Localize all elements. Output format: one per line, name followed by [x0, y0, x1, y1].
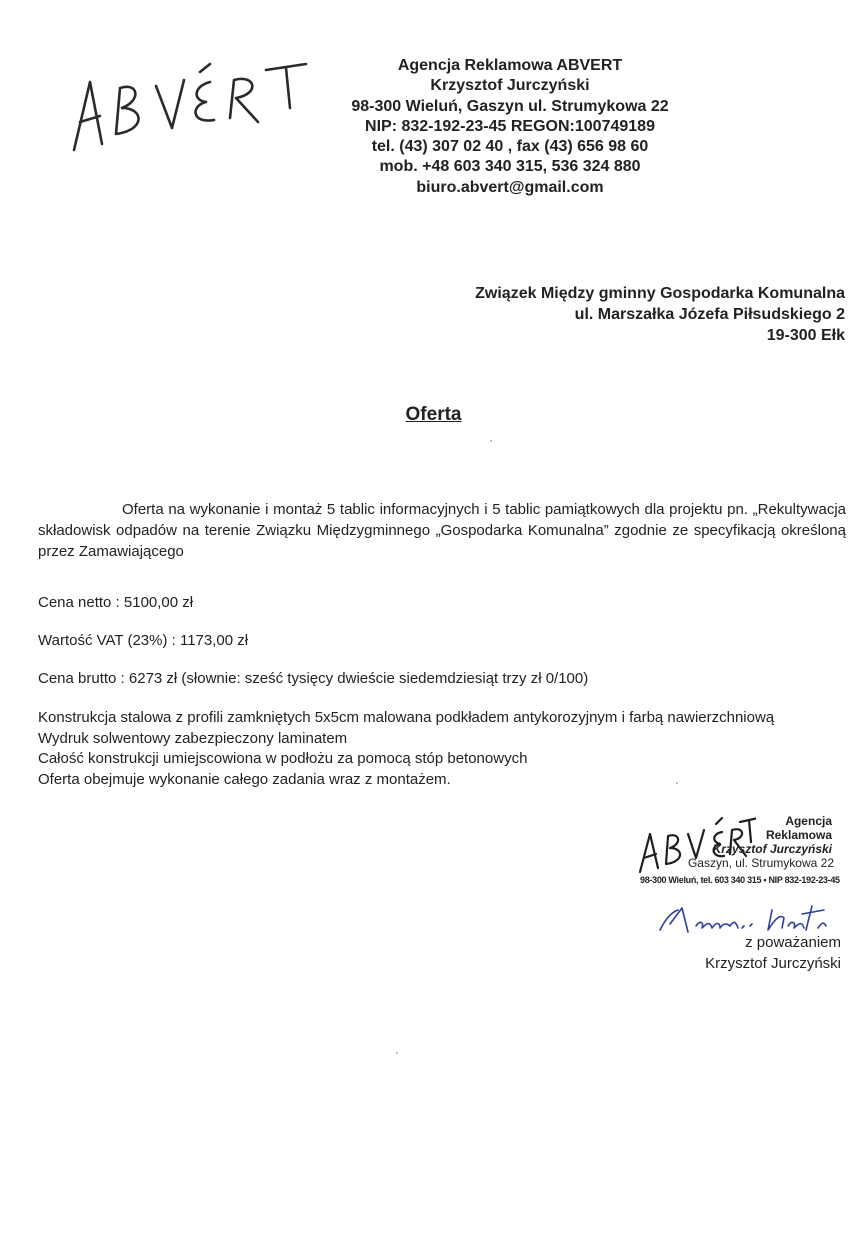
closing-block: [705, 932, 841, 974]
closing-name: Krzysztof Jurczyński: [705, 955, 841, 972]
price-brutto: Cena brutto : 6273 zł (słownie: sześć tysięcy dwieście siedemdziesiąt trzy zł 0/100): [38, 670, 589, 687]
stamp-line3: Krzysztof Jurczyński: [712, 842, 832, 856]
company-name: Agencja Reklamowa ABVERT: [397, 57, 623, 74]
stamp-line2: Reklamowa: [765, 828, 832, 842]
spec-line: Wydruk solwentowy zabezpieczony laminatem: [38, 729, 348, 747]
spec-line: Konstrukcja stalowa z profili zamkniętych 5x5cm malowana podkładem antykorozyjnym i farbą nawierzchniową: [38, 709, 775, 726]
spec-line: Oferta obejmuje wykonanie całego zadania wraz z montażem.: [38, 770, 451, 788]
offer-intro: Oferta na wykonanie i montaż 5 tablic informacyjnych i 5 tablic pamiątkowych dla projektu pn. „Rekultywacja składowisk odpadów na terenie Związku Międzygminnego „Gospodarka Komunalna” zgodnie ze specyfikacją określoną przez Zamawiającego: [38, 501, 846, 560]
company-address: 98-300 Wieluń, Gaszyn ul. Strumykowa 22: [351, 97, 669, 115]
company-header: [300, 56, 720, 198]
document-title: Oferta: [405, 404, 462, 425]
closing-regards: z poważaniem: [745, 934, 841, 951]
company-phone: tel. (43) 307 02 40 , fax (43) 656 98 60: [371, 138, 649, 156]
scan-speck: [676, 782, 678, 784]
company-stamp: [636, 808, 846, 894]
spec-line: Całość konstrukcji umiejscowiona w podłożu za pomocą stóp betonowych: [38, 750, 528, 767]
company-mobile: mob. +48 603 340 315, 536 324 880: [379, 158, 641, 176]
specification-list: [38, 708, 774, 790]
stamp-footer: 98-300 Wieluń, tel. 603 340 315 • NIP 832-192-23-45: [640, 875, 840, 885]
scan-speck: [396, 1052, 398, 1054]
company-email: biuro.abvert@gmail.com: [416, 178, 604, 196]
recipient-city: 19-300 Ełk: [766, 327, 845, 344]
company-owner: Krzysztof Jurczyński: [430, 77, 590, 95]
price-netto: Cena netto : 5100,00 zł: [38, 594, 194, 611]
handwritten-logo: [60, 52, 320, 162]
company-ids: NIP: 832-192-23-45 REGON:100749189: [365, 117, 655, 135]
recipient-block: [475, 283, 845, 346]
recipient-name: Związek Między gminny Gospodarka Komunalna: [475, 285, 845, 302]
scan-speck: [490, 440, 492, 442]
recipient-street: ul. Marszałka Józefa Piłsudskiego 2: [574, 306, 845, 323]
stamp-line1: Agencja: [785, 814, 832, 828]
price-vat: Wartość VAT (23%) : 1173,00 zł: [38, 632, 249, 649]
stamp-heading: [713, 814, 832, 856]
stamp-address: Gaszyn, ul. Strumykowa 22: [687, 856, 834, 870]
